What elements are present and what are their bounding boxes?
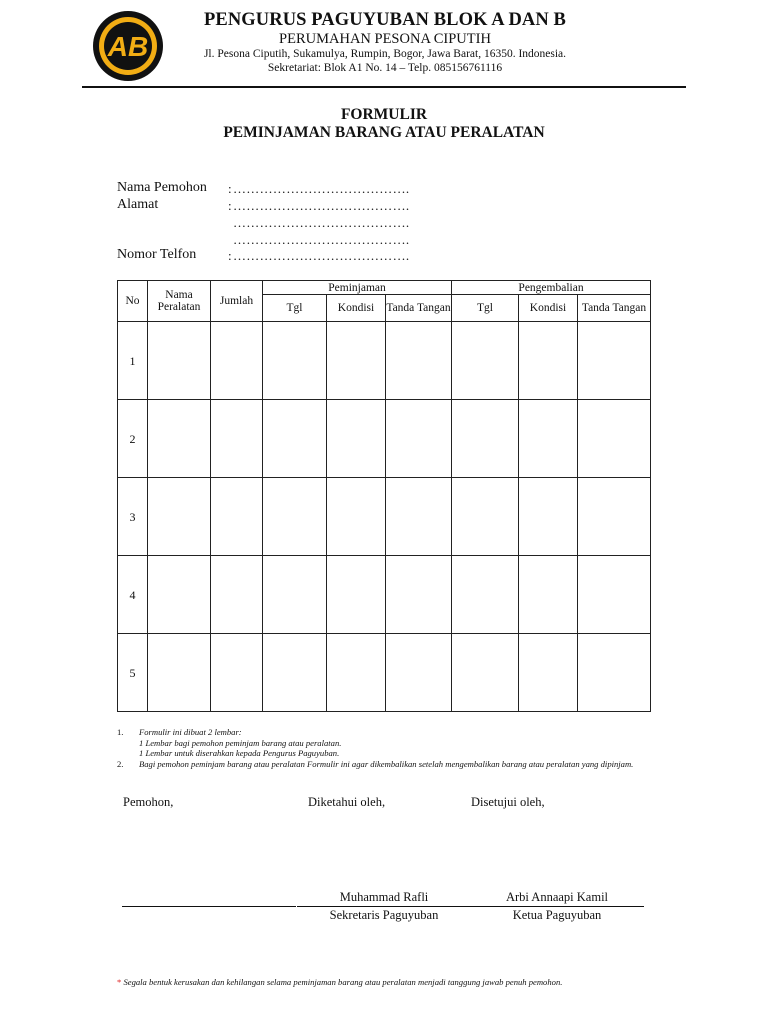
pemohon-signature-line[interactable] <box>122 906 296 907</box>
cell-tgl-pinjam[interactable] <box>263 322 327 400</box>
alamat-colon: : <box>228 198 232 213</box>
note-1-item-b: 1 Lembar untuk diserahkan kepada Pengurus Paguyuban. <box>139 748 340 758</box>
cell-jumlah[interactable] <box>211 634 263 712</box>
cell-jumlah[interactable] <box>211 400 263 478</box>
col-header-tgl-pinjam: Tgl <box>263 295 327 322</box>
sekretaris-signature-line <box>297 906 471 907</box>
note-1-number: 1. <box>117 727 124 737</box>
col-header-kondisi-pinjam: Kondisi <box>327 295 386 322</box>
footer-asterisk: * <box>117 977 122 987</box>
org-title: PENGURUS PAGUYUBAN BLOK A DAN B <box>204 10 566 30</box>
note-1-text: Formulir ini dibuat 2 lembar: <box>139 727 242 737</box>
table-row <box>118 322 651 400</box>
row-number: 4 <box>118 556 148 634</box>
table-row <box>118 634 651 712</box>
col-header-no: No <box>118 281 148 322</box>
form-subtitle: PEMINJAMAN BARANG ATAU PERALATAN <box>223 124 545 141</box>
org-secretariat: Sekretariat: Blok A1 No. 14 – Telp. 085156761116 <box>267 62 503 74</box>
cell-ttd-kembali[interactable] <box>578 478 651 556</box>
cell-ttd-pinjam[interactable] <box>386 400 452 478</box>
cell-ttd-kembali[interactable] <box>578 556 651 634</box>
nomor-telfon-field[interactable]: …………………………………. <box>233 248 410 263</box>
cell-ttd-kembali[interactable] <box>578 322 651 400</box>
cell-nama-peralatan[interactable] <box>148 478 211 556</box>
row-number: 5 <box>118 634 148 712</box>
group-header-pengembalian: Pengembalian <box>452 281 651 295</box>
loan-table <box>117 280 651 712</box>
table-row <box>118 478 651 556</box>
footer-text: Segala bentuk kerusakan dan kehilangan selama peminjaman barang atau peralatan menjadi tanggung jawab penuh pemohon. <box>123 977 563 987</box>
col-header-tgl-kembali: Tgl <box>452 295 519 322</box>
ketua-role: Ketua Paguyuban <box>512 908 602 922</box>
cell-kondisi-kembali[interactable] <box>519 478 578 556</box>
notes <box>117 727 657 769</box>
cell-tgl-kembali[interactable] <box>452 400 519 478</box>
table-row <box>118 556 651 634</box>
header-divider <box>82 86 686 88</box>
cell-ttd-pinjam[interactable] <box>386 322 452 400</box>
cell-tgl-kembali[interactable] <box>452 556 519 634</box>
alamat-field-line-2[interactable]: …………………………………. <box>233 215 410 230</box>
sekretaris-role: Sekretaris Paguyuban <box>329 908 439 922</box>
col-header-jumlah: Jumlah <box>211 281 263 322</box>
cell-tgl-kembali[interactable] <box>452 322 519 400</box>
cell-kondisi-kembali[interactable] <box>519 634 578 712</box>
org-address: Jl. Pesona Ciputih, Sukamulya, Rumpin, Bogor, Jawa Barat, 16350. Indonesia. <box>203 48 567 60</box>
sekretaris-name: Muhammad Rafli <box>339 890 429 904</box>
col-header-kondisi-kembali: Kondisi <box>519 295 578 322</box>
nomor-telfon-label: Nomor Telfon <box>117 247 197 262</box>
note-1-item-a: 1 Lembar bagi pemohon peminjam barang atau peralatan. <box>139 737 342 748</box>
note-1 <box>117 727 657 738</box>
cell-nama-peralatan[interactable] <box>148 400 211 478</box>
cell-ttd-kembali[interactable] <box>578 400 651 478</box>
cell-kondisi-pinjam[interactable] <box>327 556 386 634</box>
row-number: 2 <box>118 400 148 478</box>
cell-kondisi-kembali[interactable] <box>519 322 578 400</box>
col-header-ttd-pinjam: Tanda Tangan <box>386 295 452 322</box>
cell-kondisi-kembali[interactable] <box>519 400 578 478</box>
nama-colon: : <box>228 181 232 196</box>
note-2-number: 2. <box>117 758 124 769</box>
paguyuban-logo <box>92 10 164 82</box>
cell-ttd-kembali[interactable] <box>578 634 651 712</box>
cell-ttd-pinjam[interactable] <box>386 634 452 712</box>
footer-disclaimer <box>117 977 677 987</box>
cell-tgl-pinjam[interactable] <box>263 400 327 478</box>
group-header-peminjaman: Peminjaman <box>263 281 452 295</box>
diketahui-label: Diketahui oleh, <box>308 795 386 809</box>
table-row <box>118 400 651 478</box>
cell-kondisi-pinjam[interactable] <box>327 478 386 556</box>
cell-tgl-kembali[interactable] <box>452 634 519 712</box>
cell-jumlah[interactable] <box>211 556 263 634</box>
nama-pemohon-label: Nama Pemohon <box>117 180 207 195</box>
ketua-signature-line <box>470 906 644 907</box>
alamat-field-line-3[interactable]: …………………………………. <box>233 232 410 247</box>
cell-jumlah[interactable] <box>211 322 263 400</box>
cell-tgl-pinjam[interactable] <box>263 556 327 634</box>
alamat-field-line-1[interactable]: …………………………………. <box>233 198 410 213</box>
telfon-colon: : <box>228 248 232 263</box>
col-header-ttd-kembali: Tanda Tangan <box>578 295 651 322</box>
note-2-text: Bagi pemohon peminjam barang atau peralatan Formulir ini agar dikembalikan setelah mengembalikan barang atau peralatan yang dipinjam. <box>139 758 634 769</box>
cell-ttd-pinjam[interactable] <box>386 556 452 634</box>
pemohon-label: Pemohon, <box>123 795 174 809</box>
nama-pemohon-field[interactable]: …………………………………. <box>233 181 410 196</box>
row-number: 1 <box>118 322 148 400</box>
cell-tgl-kembali[interactable] <box>452 478 519 556</box>
cell-ttd-pinjam[interactable] <box>386 478 452 556</box>
cell-tgl-pinjam[interactable] <box>263 634 327 712</box>
cell-nama-peralatan[interactable] <box>148 556 211 634</box>
cell-nama-peralatan[interactable] <box>148 634 211 712</box>
alamat-label: Alamat <box>117 197 159 212</box>
col-header-nama-peralatan: Nama Peralatan <box>148 281 211 322</box>
row-number: 3 <box>118 478 148 556</box>
form-title: FORMULIR <box>340 106 428 123</box>
ketua-name: Arbi Annaapi Kamil <box>505 890 609 904</box>
disetujui-label: Disetujui oleh, <box>471 795 545 809</box>
cell-kondisi-pinjam[interactable] <box>327 634 386 712</box>
logo-text: AB <box>107 31 149 62</box>
cell-jumlah[interactable] <box>211 478 263 556</box>
cell-tgl-pinjam[interactable] <box>263 478 327 556</box>
cell-nama-peralatan[interactable] <box>148 322 211 400</box>
cell-kondisi-kembali[interactable] <box>519 556 578 634</box>
cell-kondisi-pinjam[interactable] <box>327 322 386 400</box>
note-2 <box>117 759 657 770</box>
cell-kondisi-pinjam[interactable] <box>327 400 386 478</box>
org-subtitle: PERUMAHAN PESONA CIPUTIH <box>279 31 491 47</box>
